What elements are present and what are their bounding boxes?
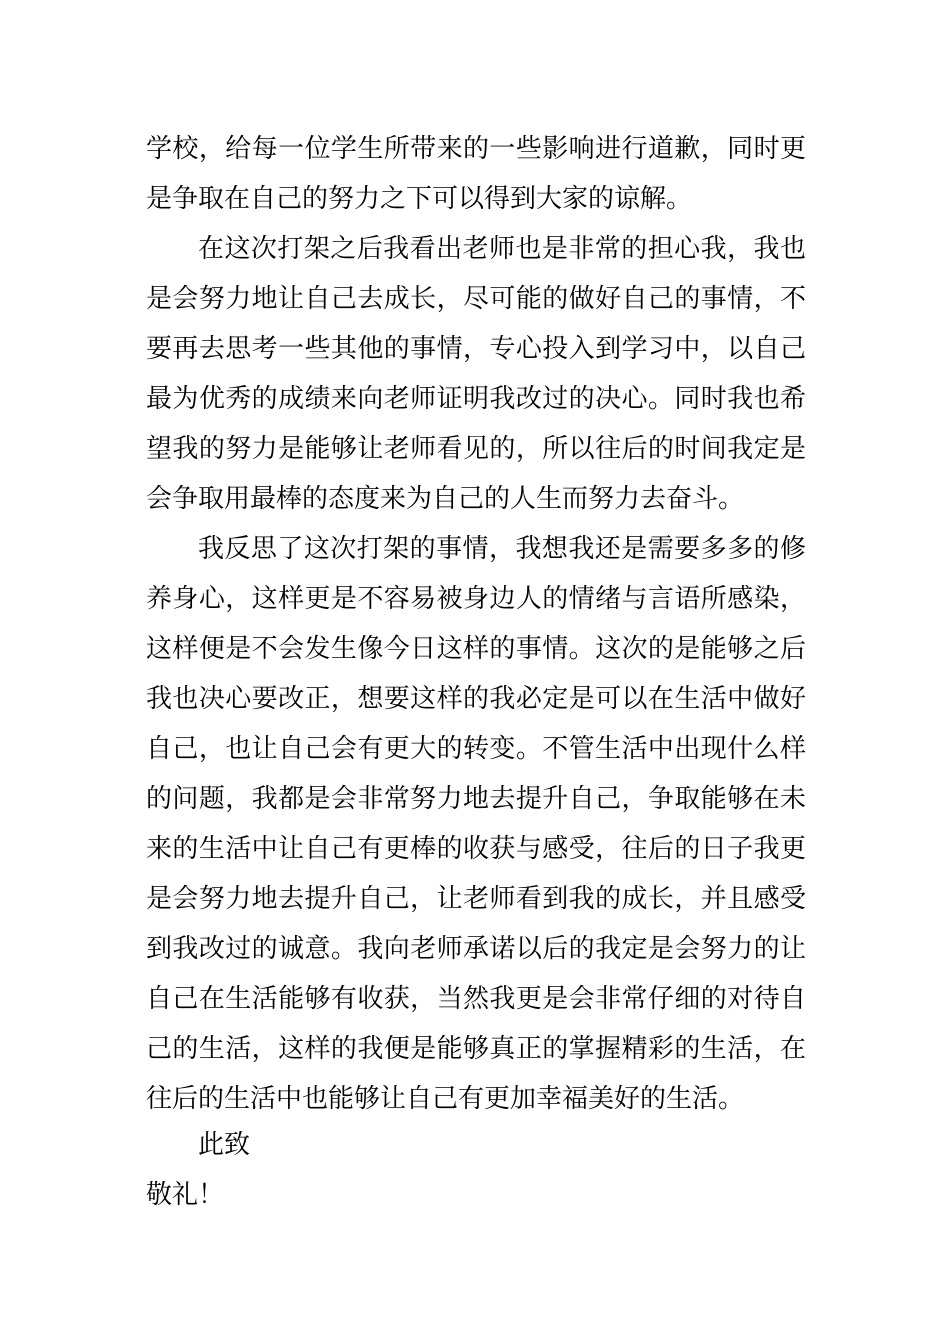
paragraph-2-line-5: 望我的努力是能够让老师看见的，所以往后的时间我定是: [146, 434, 806, 464]
paragraph-3-line-12: 往后的生活中也能够让自己有更加幸福美好的生活。: [146, 1084, 745, 1114]
paragraph-3-line-5: 自己，也让自己会有更大的转变。不管生活中出现什么样: [146, 734, 806, 764]
paragraph-3-line-4: 我也决心要改正，想要这样的我必定是可以在生活中做好: [146, 684, 806, 714]
paragraph-3-line-10: 自己在生活能够有收获，当然我更是会非常仔细的对待自: [146, 984, 806, 1014]
paragraph-2-line-4: 最为优秀的成绩来向老师证明我改过的决心。同时我也希: [146, 384, 806, 414]
paragraph-1-line-1: 学校，给每一位学生所带来的一些影响进行道歉，同时更: [146, 134, 806, 164]
paragraph-3-line-1: 我反思了这次打架的事情，我想我还是需要多多的修: [198, 534, 806, 564]
paragraph-3-line-3: 这样便是不会发生像今日这样的事情。这次的是能够之后: [146, 634, 806, 664]
closing-regards: 敬礼！: [146, 1180, 225, 1210]
paragraph-3-line-2: 养身心，这样更是不容易被身边人的情绪与言语所感染，: [146, 584, 806, 614]
paragraph-3-line-11: 己的生活，这样的我便是能够真正的掌握精彩的生活，在: [146, 1034, 806, 1064]
paragraph-3-line-8: 是会努力地去提升自己，让老师看到我的成长，并且感受: [146, 884, 806, 914]
paragraph-3-line-9: 到我改过的诚意。我向老师承诺以后的我定是会努力的让: [146, 934, 806, 964]
closing-salutation: 此致: [198, 1130, 251, 1160]
paragraph-3-line-7: 来的生活中让自己有更棒的收获与感受，往后的日子我更: [146, 834, 806, 864]
paragraph-2-line-2: 是会努力地让自己去成长，尽可能的做好自己的事情，不: [146, 284, 806, 314]
paragraph-2-line-3: 要再去思考一些其他的事情，专心投入到学习中，以自己: [146, 334, 806, 364]
paragraph-2-line-6: 会争取用最棒的态度来为自己的人生而努力去奋斗。: [146, 484, 745, 514]
paragraph-3-line-6: 的问题，我都是会非常努力地去提升自己，争取能够在未: [146, 784, 806, 814]
paragraph-2-line-1: 在这次打架之后我看出老师也是非常的担心我，我也: [198, 234, 806, 264]
paragraph-1-line-2: 是争取在自己的努力之下可以得到大家的谅解。: [146, 184, 693, 214]
